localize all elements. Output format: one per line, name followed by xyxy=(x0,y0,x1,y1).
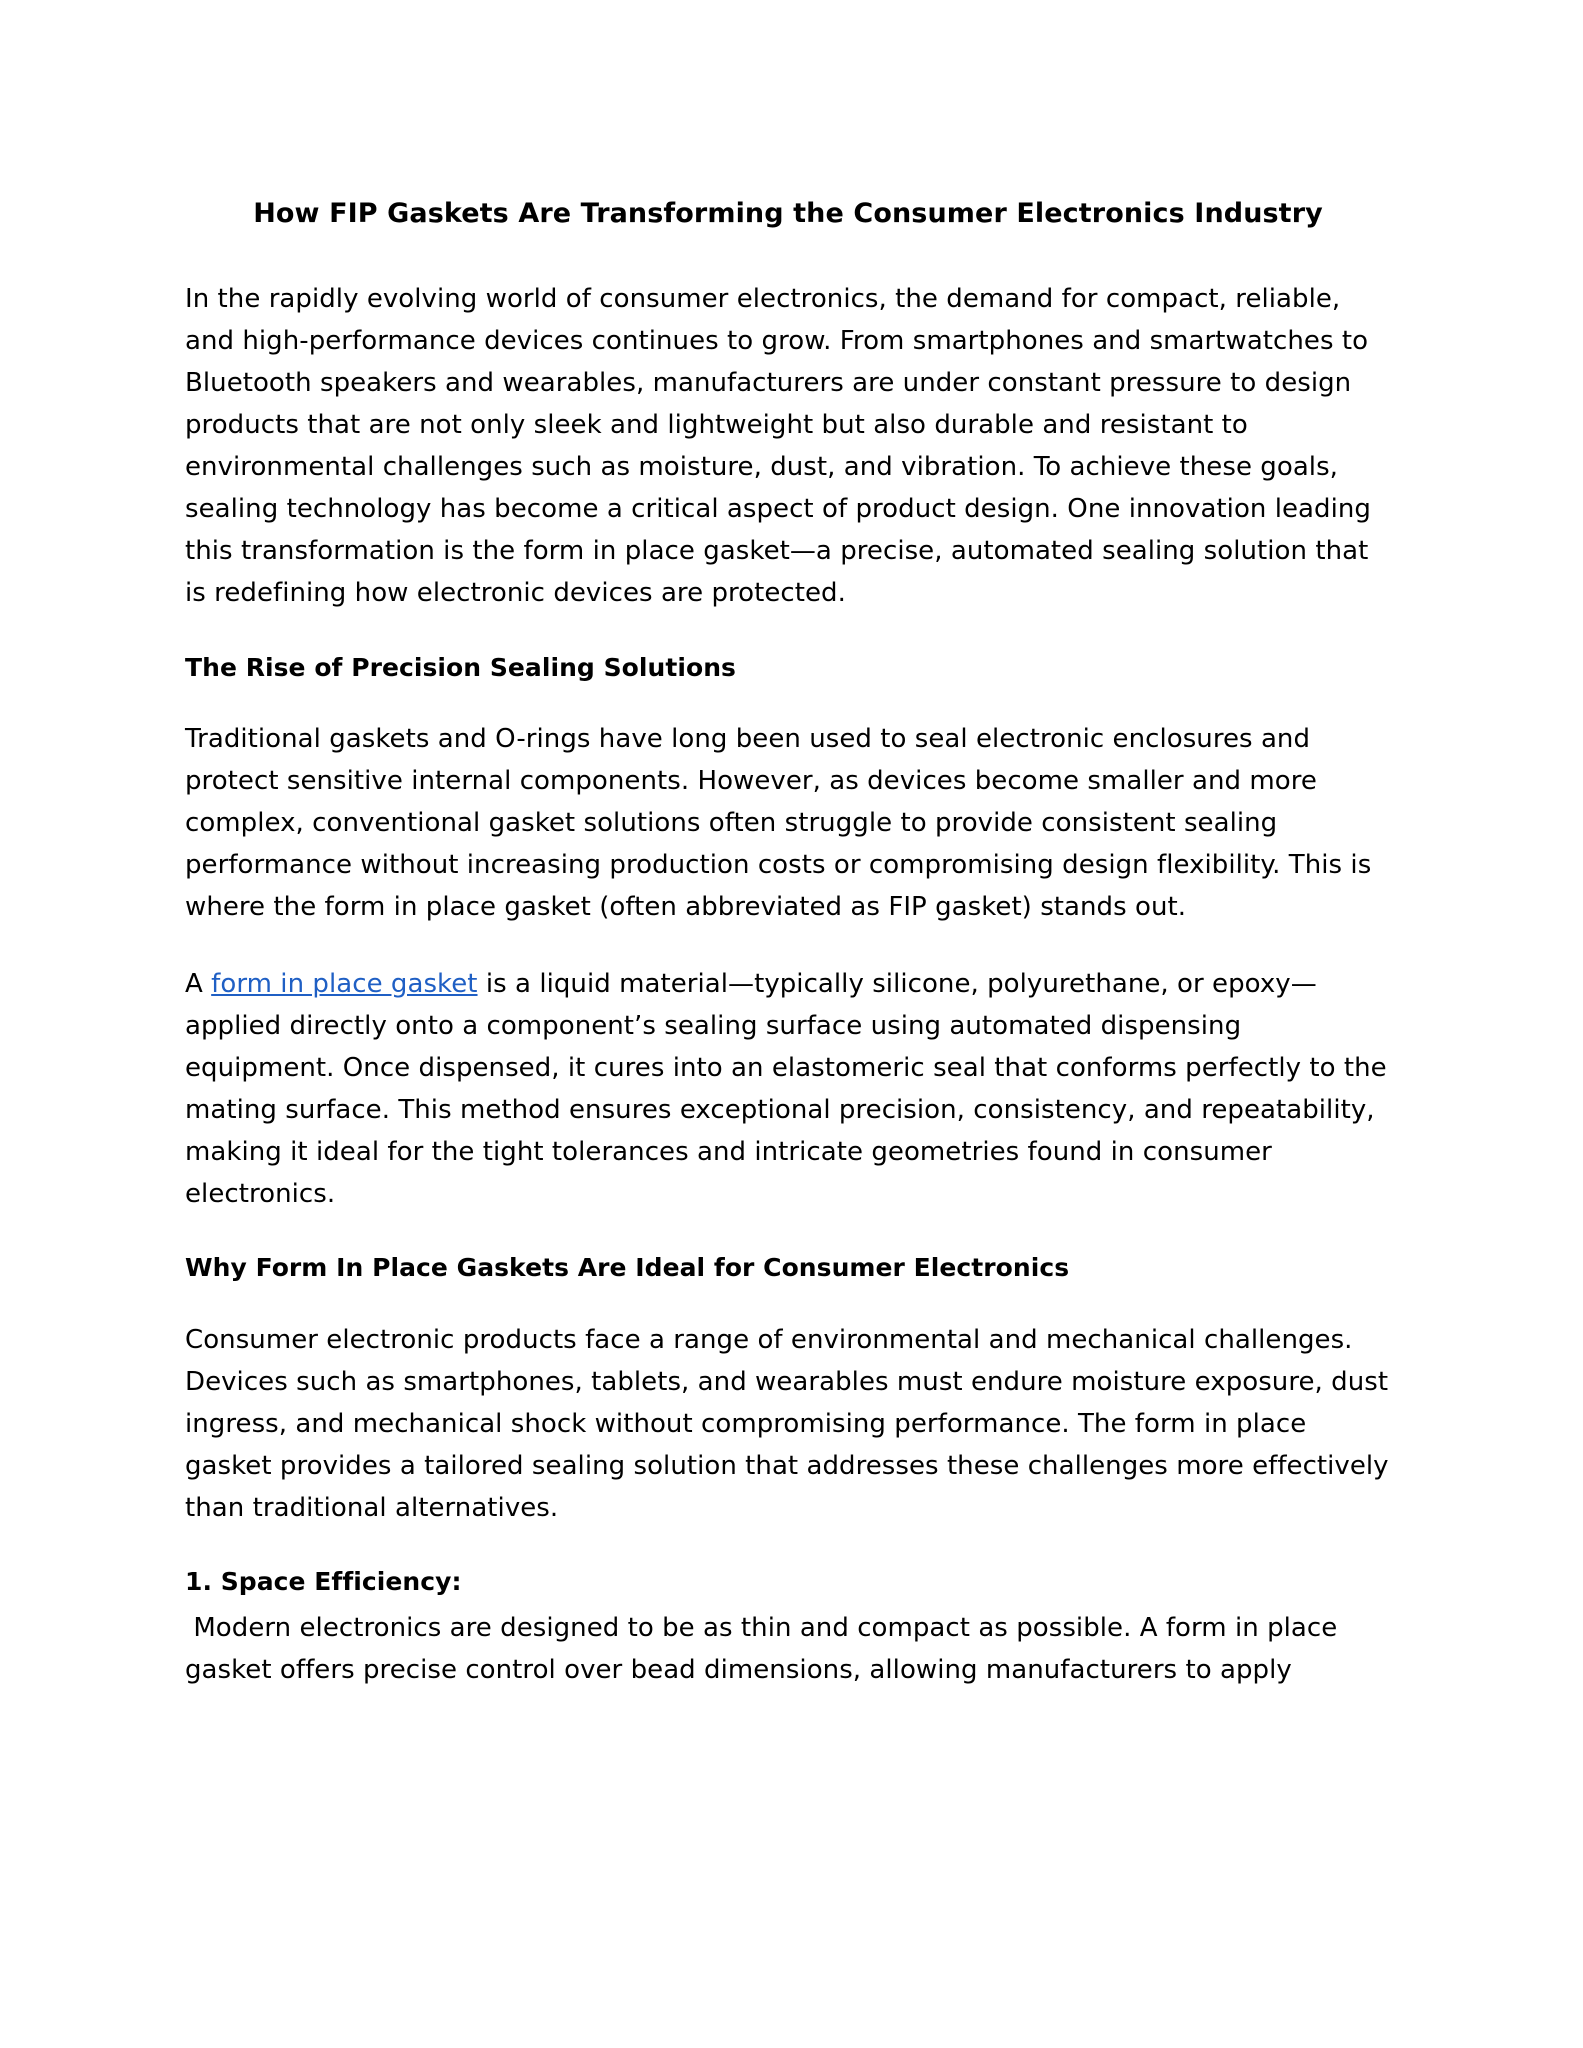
paragraph-liquid-prefix: A xyxy=(185,968,212,999)
section-heading-why-form-in-place: Why Form In Place Gaskets Are Ideal for Consumer Electronics xyxy=(185,1253,1070,1283)
sub-heading-space-efficiency: 1. Space Efficiency: xyxy=(185,1567,462,1597)
section-heading-rise-of-precision-sealing: The Rise of Precision Sealing Solutions xyxy=(185,652,736,682)
paragraph-liquid-material xyxy=(185,963,1391,1216)
paragraph-consumer-challenges: Consumer electronic products face a range of environmental and mechanical challenges. Devices such as smartphones, tablets, and wearables must endure moisture exposure, dust ingress, and mechanical shock without compromising performance. The form in place gasket provides a tailored sealing solution that addresses these challenges more effectively than traditional alternatives. xyxy=(185,1324,1389,1524)
document-body xyxy=(185,196,1391,1725)
form-in-place-gasket-link[interactable]: form in place gasket xyxy=(211,968,478,999)
paragraph-space-efficiency: Modern electronics are designed to be as thin and compact as possible. A form in place gasket offers precise control over bead dimensions, allowing manufacturers to apply xyxy=(185,1612,1346,1685)
page-title: How FIP Gaskets Are Transforming the Consumer Electronics Industry xyxy=(253,198,1323,229)
paragraph-traditional-gaskets: Traditional gaskets and O-rings have long been used to seal electronic enclosures and protect sensitive internal components. However, as devices become smaller and more complex, conventional gasket solutions often struggle to provide consistent sealing performance without increasing production costs or compromising design flexibility. This is where the form in place gasket (often abbreviated as FIP gasket) stands out. xyxy=(185,724,1372,923)
paragraph-liquid-rest: is a liquid material—typically silicone, polyurethane, or epoxy—applied directly onto a component’s sealing surface using automated dispensing equipment. Once dispensed, it cures into an elastomeric seal that conforms perfectly to the mating surface. This method ensures exceptional precision, consistency, and repeatability, making it ideal for the tight tolerances and intricate geometries found in consumer electronics. xyxy=(185,968,1387,1210)
intro-paragraph: In the rapidly evolving world of consumer electronics, the demand for compact, reliable, and high-performance devices continues to grow. From smartphones and smartwatches to Bluetooth speakers and wearables, manufacturers are under constant pressure to design products that are not only sleek and lightweight but also durable and resistant to environmental challenges such as moisture, dust, and vibration. To achieve these goals, sealing technology has become a critical aspect of product design. One innovation leading this transformation is the form in place gasket—a precise, automated sealing solution that is redefining how electronic devices are protected. xyxy=(185,283,1371,609)
